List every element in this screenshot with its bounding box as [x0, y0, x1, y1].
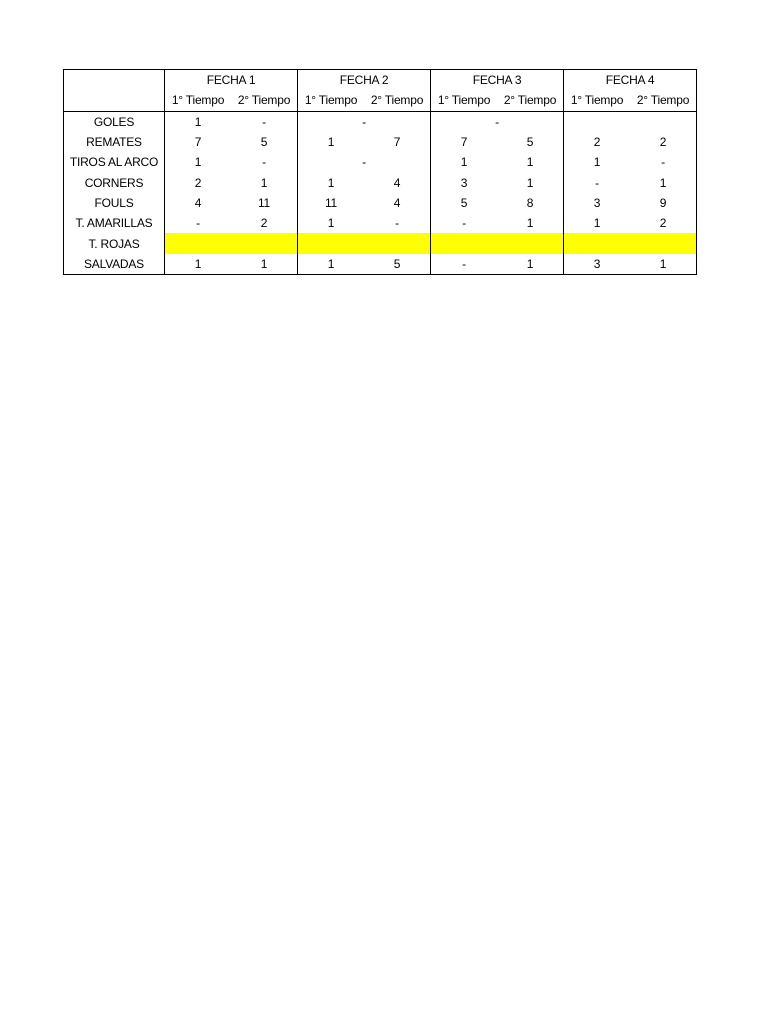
stat-value: 1 [298, 132, 365, 152]
stat-value: - [262, 155, 266, 170]
stats-body [64, 111, 697, 274]
stat-value: 8 [526, 195, 534, 210]
tiempo-header: 2° Tiempo [364, 90, 431, 111]
corner-empty-cell [64, 70, 165, 91]
match-stats-table [63, 69, 697, 275]
fecha-header: FECHA 1 [165, 70, 298, 91]
stat-value: 7 [431, 132, 498, 152]
stat-row [64, 213, 697, 233]
stat-value: - [165, 213, 232, 233]
stat-value: 3 [564, 254, 631, 275]
stat-value: 1 [165, 254, 232, 275]
stat-value: 7 [393, 135, 401, 150]
stat-value: 4 [393, 175, 401, 190]
stat-label: GOLES [64, 111, 165, 132]
stat-value [431, 233, 498, 253]
stat-value: 1 [431, 152, 498, 172]
stat-value: 2 [659, 216, 667, 231]
tiempo-header: 1° Tiempo [564, 90, 631, 111]
stat-value: 1 [659, 256, 667, 271]
tiempo-header: 2° Tiempo [630, 90, 697, 111]
fecha-header: FECHA 4 [564, 70, 697, 91]
tiempo-header: 1° Tiempo [165, 90, 232, 111]
stat-value-merged: - [298, 152, 431, 172]
stat-value [231, 233, 298, 253]
fecha-header-row [64, 70, 697, 91]
tiempo-header: 1° Tiempo [298, 90, 365, 111]
stat-value: 1 [526, 175, 534, 190]
stat-label: T. AMARILLAS [64, 213, 165, 233]
stat-value: 2 [564, 132, 631, 152]
stat-value: 5 [260, 135, 268, 150]
stat-value: 1 [165, 111, 232, 132]
stat-row [64, 233, 697, 253]
stat-row [64, 132, 697, 152]
stat-value: 1 [298, 254, 365, 275]
stat-value: 1 [526, 216, 534, 231]
corner-empty-cell [64, 90, 165, 111]
stat-value: 9 [659, 195, 667, 210]
stat-value: 1 [260, 256, 268, 271]
stat-value: 5 [431, 193, 498, 213]
stat-value: 5 [393, 256, 401, 271]
stat-value: 1 [526, 155, 534, 170]
stat-value: 1 [564, 213, 631, 233]
stat-value: 4 [393, 195, 401, 210]
stat-value: 11 [257, 195, 271, 210]
stat-value [364, 233, 431, 253]
stat-value [564, 233, 631, 253]
stat-value: - [431, 254, 498, 275]
stat-label: TIROS AL ARCO [64, 152, 165, 172]
stat-label: SALVADAS [64, 254, 165, 275]
tiempo-header-row [64, 90, 697, 111]
stat-value: 2 [260, 216, 268, 231]
stat-value: - [431, 213, 498, 233]
stat-value [165, 233, 232, 253]
stat-value: 1 [260, 175, 268, 190]
stat-row [64, 254, 697, 275]
stat-value: 1 [526, 256, 534, 271]
stat-label: FOULS [64, 193, 165, 213]
stat-value: 3 [564, 193, 631, 213]
stat-value: 1 [298, 213, 365, 233]
stat-value: - [661, 155, 665, 170]
stat-value: 1 [165, 152, 232, 172]
fecha-header: FECHA 3 [431, 70, 564, 91]
stat-row [64, 152, 697, 172]
stat-row [64, 111, 697, 132]
stat-value: 11 [298, 193, 365, 213]
stat-value: - [564, 172, 631, 192]
stat-value: - [395, 216, 399, 231]
stat-row [64, 172, 697, 192]
stat-value [630, 233, 697, 253]
stat-value: 3 [431, 172, 498, 192]
stat-value: 1 [659, 175, 667, 190]
fecha-header: FECHA 2 [298, 70, 431, 91]
stat-value: 2 [165, 172, 232, 192]
stat-row [64, 193, 697, 213]
stat-value: 1 [298, 172, 365, 192]
stat-value: 5 [526, 135, 534, 150]
stat-value: 2 [659, 135, 667, 150]
stat-value-merged [564, 111, 697, 132]
stat-value: 4 [165, 193, 232, 213]
stat-value [298, 233, 365, 253]
stat-value [497, 233, 564, 253]
tiempo-header: 1° Tiempo [431, 90, 498, 111]
stat-label: T. ROJAS [64, 233, 165, 253]
stat-value-merged: - [431, 111, 564, 132]
stat-value: - [262, 114, 266, 129]
stat-value-merged: - [298, 111, 431, 132]
tiempo-header: 2° Tiempo [231, 90, 298, 111]
stat-label: REMATES [64, 132, 165, 152]
stat-value: 7 [165, 132, 232, 152]
stat-value: 1 [564, 152, 631, 172]
stat-label: CORNERS [64, 172, 165, 192]
tiempo-header: 2° Tiempo [497, 90, 564, 111]
